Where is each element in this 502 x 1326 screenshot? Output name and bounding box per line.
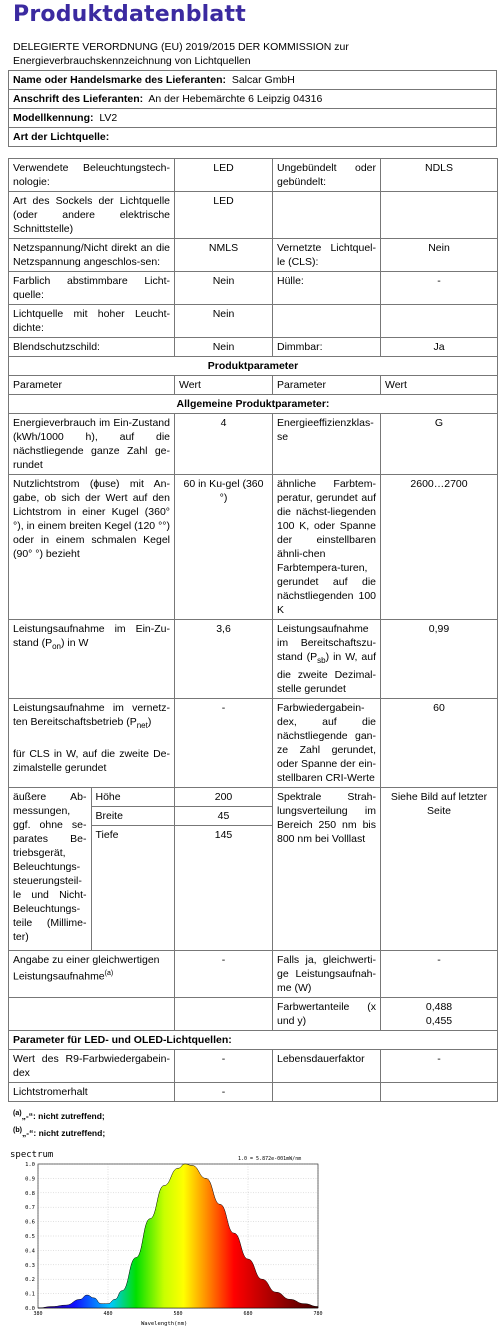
spectrum-x-tick: 680 [243,1311,253,1317]
footnote-b-mark: (b) [13,1126,23,1134]
table-row [9,414,498,475]
type-value-1: LED [175,192,273,239]
spectrum-y-tick: 0.2 [25,1277,35,1284]
table-row [9,475,498,620]
spectral-distribution-label: Spektrale Strah-lungsverteilung im Bereich 250 nm bis 800 nm bei Volllast [273,788,381,951]
power-networked-label-close: ) [147,716,152,729]
regulation-text: DELEGIERTE VERORDNUNG (EU) 2019/2015 DER KOMMISSION zur Energieverbrauchskennzeichnung von Lichtquellen [13,41,349,67]
empty-cell [381,1083,498,1102]
power-on-value: 3,6 [175,620,273,699]
lumen-maintenance-label: Lichtstromerhalt [9,1083,175,1102]
supplier-address-value: An der Hebemärchte 6 Leipzig 04316 [148,93,323,105]
dimension-height-label: Höhe [91,788,174,807]
spectrum-y-tick: 0.4 [25,1248,35,1255]
cri-value: 60 [381,699,498,788]
type-label-1: Art des Sockels der Lichtquelle (oder andere elektrische Schnittstelle) [9,192,175,239]
chromaticity-y: 0,455 [425,1015,453,1028]
spectrum-header: 1.0 = 5.872e-001mW/nm [238,1156,302,1162]
energy-class-label: Energieeffizienzklas-se [273,414,381,475]
table-row [9,272,498,305]
empty-cell [9,998,175,1031]
power-standby-label-text: Leistungsaufnahme im Bereitschaftszu-stand (P [277,623,376,663]
supplier-name-label: Name oder Handelsmarke des Lieferanten: [13,74,226,86]
supplier-address-cell [9,90,497,109]
spectrum-y-tick: 0.5 [25,1234,35,1240]
spectrum-y-tick: 0.7 [25,1205,35,1212]
type-label-2 [273,305,381,338]
equivalent-power-watts-value: - [381,951,498,998]
empty-cell [273,1083,381,1102]
spectrum-xlabel: Wavelength(nm) [141,1321,188,1326]
footnote-b [13,1126,105,1138]
table-row [9,192,498,239]
supplier-name-cell [9,71,497,90]
energy-consumption-value: 4 [175,414,273,475]
dimension-height-value: 200 [175,788,272,807]
type-label-2 [273,192,381,239]
lumen-maintenance-value: - [175,1083,273,1102]
general-parameters-heading: Allgemeine Produktparameter: [9,395,498,414]
spectrum-y-tick: 0.3 [25,1262,35,1269]
power-on-label [9,620,175,699]
chromaticity-value [381,998,498,1031]
spectrum-y-tick: 0.8 [25,1190,35,1197]
dimensions-cell [9,788,175,951]
table-row [9,338,498,357]
type-label-2: Hülle: [273,272,381,305]
luminous-flux-value: 60 in Ku-gel (360 °) [175,475,273,620]
spectrum-y-tick: 0.1 [25,1291,35,1298]
power-networked-label-note: für CLS in W, auf die zweite De-zimalstelle gerundet [13,748,170,775]
type-value-2: - [381,272,498,305]
equivalent-power-value: - [175,951,273,998]
type-label-2: Ungebündelt oder gebündelt: [273,159,381,192]
spectrum-x-tick: 380 [33,1311,43,1317]
supplier-table [8,70,497,147]
spectrum-y-tick: 1.0 [25,1162,35,1168]
equivalent-power-footnote-mark: (a) [104,970,114,978]
table-row [9,305,498,338]
power-standby-label [273,620,381,699]
supplier-address-label: Anschrift des Lieferanten: [13,93,144,105]
footnote-a [13,1109,105,1121]
type-value-2: NDLS [381,159,498,192]
model-cell [9,109,497,128]
spectrum-x-tick: 580 [173,1311,183,1317]
equivalent-power-label [9,951,175,998]
type-label-1: Lichtquelle mit hoher Leucht-dichte: [9,305,175,338]
page-title: Produktdatenblatt [13,2,246,27]
table-row [9,620,498,699]
dimensions-values-cell [175,788,273,951]
chromaticity-x: 0,488 [425,1001,453,1014]
model-value: LV2 [99,112,118,124]
table-row [9,1050,498,1083]
spectrum-y-tick: 0.6 [25,1219,35,1226]
spectrum-y-tick: 0.0 [25,1306,35,1312]
type-label-1: Verwendete Beleuchtungstech-nologie: [9,159,175,192]
equivalent-power-watts-label: Falls ja, gleichwerti-ge Leistungsaufnah-me (W) [273,951,381,998]
footnote-b-text: „-“: nicht zutreffend; [22,1127,106,1138]
cri-label: Farbwiedergabein-dex, auf die nächstliegende gan-ze Zahl gerundet, oder Spanne der ein-stellbaren CRI-Werte [273,699,381,788]
dimension-depth-label: Tiefe [95,829,119,842]
r9-label: Wert des R9-Farbwiedergabein-dex [9,1050,175,1083]
lifetime-factor-label: Lebensdauerfaktor [273,1050,381,1083]
dimension-depth-value: 145 [214,829,233,842]
power-standby-value: 0,99 [381,620,498,699]
spectral-distribution-value: Siehe Bild auf letzter Seite [381,788,498,951]
model-label: Modellkennung: [13,112,94,124]
col-header-value: Wert [381,376,498,395]
type-value-1: Nein [175,305,273,338]
empty-cell [175,998,273,1031]
table-row [9,998,498,1031]
type-label-1: Farblich abstimmbare Licht-quelle: [9,272,175,305]
type-value-2: Ja [381,338,498,357]
type-label-1: Netzspannung/Nicht direkt an die Netzspannung angeschlos-sen: [9,239,175,272]
light-source-type-heading: Art der Lichtquelle: [9,128,497,147]
table-row [9,159,498,192]
power-on-label-unit: ) in W [61,637,89,649]
type-value-2 [381,305,498,338]
chromaticity-label: Farbwertanteile (x und y) [273,998,381,1031]
spectrum-title: spectrum [10,1150,54,1160]
col-header-value: Wert [175,376,273,395]
dimensions-inner-table [9,788,174,950]
power-networked-value: - [175,699,273,788]
power-standby-label-unit: ) in W, auf die zweite Dezimal-stelle gerundet [277,651,377,696]
product-parameters-heading: Produktparameter [9,357,498,376]
supplier-name-value: Salcar GmbH [231,74,295,86]
table-row [9,699,498,788]
color-temperature-value: 2600…2700 [381,475,498,620]
energy-consumption-label: Energieverbrauch im Ein-Zustand (kWh/1000 h), auf die nächstliegende ganze Zahl ge-rundet [9,414,175,475]
spectrum-x-tick: 480 [103,1311,113,1317]
table-row [9,1083,498,1102]
power-on-label-text: Leistungsaufnahme im Ein-Zu-stand (P [13,623,170,649]
dimension-width-value: 45 [175,807,272,826]
type-value-1: Nein [175,338,273,357]
type-label-2: Dimmbar: [273,338,381,357]
luminous-flux-label: Nutzlichtstrom (ɸuse) mit An-gabe, ob sich der Wert auf den Lichtstrom in einer Kugel (360° °), in einem breiten Kegel (120 °°) oder in einem schmalen Kegel (90° °) bezieht [9,475,175,620]
column-header-row [9,376,498,395]
type-label-1: Blendschutzschild: [9,338,175,357]
type-value-1: Nein [175,272,273,305]
table-row [9,951,498,998]
spectrum-y-tick: 0.9 [25,1176,35,1183]
dimensions-label: äußere Ab-messungen, ggf. ohne se-parates Be-triebsgerät, Beleuchtungs-steuerungsteil-le und Nicht-Beleuchtungs-teile (Millime-ter) [9,788,91,950]
dimension-width-label: Breite [91,807,174,826]
type-label-2: Vernetzte Lichtquel-le (CLS): [273,239,381,272]
power-standby-subscript: sb [317,656,326,666]
footnote-a-mark: (a) [13,1109,22,1117]
table-row [9,239,498,272]
type-value-2 [381,192,498,239]
col-header-parameter: Parameter [273,376,381,395]
equivalent-power-label-text: Angabe zu einer gleichwertigen Leistungsaufnahme [13,954,160,983]
type-value-1: NMLS [175,239,273,272]
spectrum-x-tick: 780 [313,1311,323,1317]
footnote-a-text: „-“: nicht zutreffend; [21,1110,105,1121]
col-header-parameter: Parameter [9,376,175,395]
type-value-2: Nein [381,239,498,272]
power-networked-label-text: Leistungsaufnahme im vernetz-ten Bereitschaftsbetrieb (P [13,702,170,729]
color-temperature-label: ähnliche Farbtem-peratur, gerundet auf die nächst-liegenden 100 K, oder Spanne der einstellbaren ähnli-chen Farbtempera-turen, gerundet auf die nächstliegenden 100 K [273,475,381,620]
power-on-subscript: on [52,642,62,652]
type-value-1: LED [175,159,273,192]
power-networked-subscript: net [136,721,148,731]
parameters-table [8,158,498,1102]
r9-value: - [175,1050,273,1083]
spectrum-chart [8,1148,324,1326]
power-networked-label [9,699,175,788]
led-parameters-heading: Parameter für LED- und OLED-Lichtquellen: [9,1031,498,1050]
lifetime-factor-value: - [381,1050,498,1083]
energy-class-value: G [381,414,498,475]
table-row [9,788,498,951]
